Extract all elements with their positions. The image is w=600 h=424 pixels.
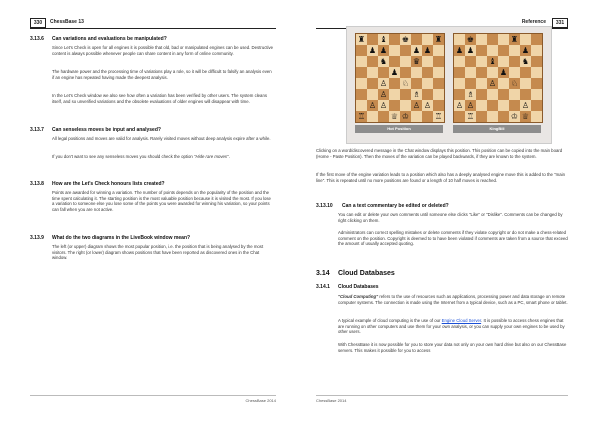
board-square: ♙ [379, 101, 388, 110]
board-square [367, 56, 378, 67]
board-square [378, 111, 389, 122]
board-square [356, 45, 367, 56]
section-heading-3-13-9: 3.13.9 What do the two diagrams in the LiveBook window mean? [30, 235, 191, 241]
board-square [433, 67, 444, 78]
board-square [531, 34, 542, 45]
board-square [531, 111, 542, 122]
paragraph: All legal positions and moves are valid for analysis. Rarely visited moves without deep analysis expire after a while. [52, 136, 271, 141]
board-square [378, 67, 389, 78]
board-square: ♖ [466, 112, 475, 121]
board-square: ♙ [488, 79, 497, 88]
board-square [465, 78, 476, 89]
right-page-number: 331 [552, 18, 568, 28]
board-square: ♔ [510, 112, 519, 121]
board-square: ♙ [423, 101, 432, 110]
board-square [520, 34, 531, 45]
board-square [400, 89, 411, 100]
board-square: ♘ [510, 79, 519, 88]
board-square: ♕ [390, 112, 399, 121]
board-square [498, 89, 509, 100]
board-square: ♔ [401, 112, 410, 121]
board-square [498, 45, 509, 56]
board-square [422, 78, 433, 89]
right-page [300, 0, 600, 424]
board-square [389, 89, 400, 100]
board-square [400, 56, 411, 67]
board-square: ♗ [412, 90, 421, 99]
chessboard-hot-position [355, 33, 445, 123]
board-square: ♟ [423, 46, 432, 55]
board-square: ♟ [412, 46, 421, 55]
board-square [367, 89, 378, 100]
board-square [422, 89, 433, 100]
board-square [433, 78, 444, 89]
board-square [509, 100, 520, 111]
board-square [411, 78, 422, 89]
board-square: ♟ [455, 46, 464, 55]
right-header-title: Reference [521, 19, 546, 25]
engine-cloud-server-link[interactable]: Engine Cloud Server [441, 318, 482, 323]
section-heading-3-13-8: 3.13.8 How are the Let's Check honours lists created? [30, 181, 165, 187]
board-square: ♜ [357, 35, 366, 44]
left-page-number: 330 [30, 18, 46, 28]
board-square [509, 45, 520, 56]
board-square [356, 67, 367, 78]
board-square [487, 100, 498, 111]
board-square: ♙ [379, 90, 388, 99]
board-square [531, 78, 542, 89]
board-square [400, 67, 411, 78]
board-square: ♟ [466, 46, 475, 55]
board-square [487, 111, 498, 122]
board-square [367, 67, 378, 78]
board-square [531, 89, 542, 100]
board-square: ♕ [521, 112, 530, 121]
left-page-footer: ChessBase 2014 [30, 395, 276, 404]
board-square [520, 78, 531, 89]
option-name: "Hide rare moves" [194, 154, 229, 159]
board-square [389, 78, 400, 89]
board-square: ♙ [455, 101, 464, 110]
livebook-diagrams-figure [346, 26, 552, 144]
board-square [367, 34, 378, 45]
left-page-header [30, 18, 276, 29]
board-square: ♙ [368, 101, 377, 110]
board-square: ♝ [379, 35, 388, 44]
board-square: ♛ [412, 57, 421, 66]
board-square: ♝ [488, 57, 497, 66]
paragraph: The left (or upper) diagram shows the most popular position, i.e. the position that is being analysed by the most visitors. The right (or lower) diagram shows positions that have been reported as discovered ones in the Chat window. [52, 244, 264, 261]
board-square [433, 100, 444, 111]
board-square [389, 100, 400, 111]
paragraph: You can edit or delete your own comments until someone else clicks "Like" or "Dislike". Comments can be changed by right clicking on them. [338, 212, 563, 223]
board-square [367, 78, 378, 89]
board-square [389, 34, 400, 45]
chapter-heading-3-14: 3.14 Cloud Databases [316, 270, 395, 277]
board-square: ♖ [357, 112, 366, 121]
section-heading-3-13-6: 3.13.6 Can variations and evaluations be manipulated? [30, 36, 167, 42]
paragraph: In the Let's Check window we also see how often a variation has been verified by other users. The system cleans itself, and so unverified variations and the obsolete evaluations of older engines will disappear with time. [52, 93, 267, 104]
board-square [498, 100, 509, 111]
board-square [498, 111, 509, 122]
board-square [531, 45, 542, 56]
board-square [422, 111, 433, 122]
board-square: ♜ [510, 35, 519, 44]
board-square [531, 100, 542, 111]
board-square: ♙ [521, 101, 530, 110]
board-square [454, 89, 465, 100]
board-square [454, 34, 465, 45]
board-square [476, 67, 487, 78]
board-square [400, 100, 411, 111]
board-square [433, 45, 444, 56]
chessboard-kingbill [453, 33, 543, 123]
paragraph: Since Let's Check is open for all engines it is possible that old, bad or manipulated engines can be used. Destructive content is always possible whenever people can share content in any form of online community. [52, 45, 274, 56]
board-square: ♟ [521, 46, 530, 55]
diagram-caption-right: KingBill [453, 125, 541, 133]
board-square: ♙ [379, 79, 388, 88]
board-square [422, 67, 433, 78]
board-square [422, 56, 433, 67]
paragraph: A typical example of cloud computing is the use of our Engine Cloud Server. It is possible to access chess engines that are running on other computers and use them for your own analysis, or you can supply your own engines to be used by other users. [338, 318, 565, 335]
board-square [411, 34, 422, 45]
board-square [389, 56, 400, 67]
board-square [476, 89, 487, 100]
board-square [454, 111, 465, 122]
board-square [356, 100, 367, 111]
board-square: ♞ [379, 57, 388, 66]
board-square [465, 67, 476, 78]
board-square: ♟ [499, 68, 508, 77]
board-square [400, 45, 411, 56]
cloud-computing-term: "Cloud Computing" [338, 294, 379, 299]
board-square [476, 56, 487, 67]
board-square [411, 67, 422, 78]
board-square [389, 45, 400, 56]
board-square [476, 45, 487, 56]
board-square [422, 34, 433, 45]
board-square [454, 56, 465, 67]
board-square: ♙ [466, 101, 475, 110]
section-heading-3-13-10: 3.13.10 Can a text commentary be edited or deleted? [316, 203, 449, 209]
board-square [356, 56, 367, 67]
section-heading-3-14-1: 3.14.1 Cloud Databases [316, 284, 379, 290]
board-square [356, 78, 367, 89]
board-square [433, 89, 444, 100]
board-square [487, 67, 498, 78]
board-square [476, 100, 487, 111]
board-square: ♖ [434, 112, 443, 121]
board-square [476, 78, 487, 89]
board-square [498, 56, 509, 67]
board-square: ♙ [412, 101, 421, 110]
board-square [509, 56, 520, 67]
paragraph: Points are awarded for winning a variation. The number of points depends on the popularity of the position and the time spent calculating it. The starting position is the most valuable position because it is visited the most. If you lose a variation to someone else you lose some of the points you were awarded for winning his variation, so your points can fall when you are not active. [52, 190, 271, 212]
paragraph: The hardware power and the processing time of variations play a role, so it will be difficult to falsify an analysis even if an engine has repeated having made the deepest analysis. [52, 69, 272, 80]
diagram-caption-left: Hot Position [355, 125, 443, 133]
board-square: ♜ [434, 35, 443, 44]
board-square [476, 111, 487, 122]
board-square [356, 89, 367, 100]
paragraph: If you don't want to see any senseless moves you should check the option "Hide rare moves". [52, 154, 230, 159]
paragraph: Administrators can correct spelling mistakes or delete comments if they violate copyright or do not make a chess-related comment on the position. Copyright is deemed to to have been violated if comments are taken from a source that exceed the amount of usually accepted quoting. [338, 230, 568, 247]
board-square [498, 34, 509, 45]
board-square [498, 78, 509, 89]
board-square [520, 89, 531, 100]
board-square [433, 56, 444, 67]
board-square [487, 89, 498, 100]
section-heading-3-13-7: 3.13.7 Can senseless moves be input and analysed? [30, 127, 161, 133]
board-square [520, 67, 531, 78]
board-square: ♚ [401, 35, 410, 44]
board-square [411, 111, 422, 122]
board-square: ♟ [379, 46, 388, 55]
board-square [454, 67, 465, 78]
right-page-footer: ChessBase 2014 [316, 395, 568, 404]
board-square: ♚ [466, 35, 475, 44]
board-square [487, 45, 498, 56]
paragraph: With ChessBase it is now possible for you to store your data not only on your own hard drive but also on our ChessBase servers. This makes it possible for you to access [338, 342, 567, 353]
board-square: ♞ [521, 57, 530, 66]
board-square [509, 67, 520, 78]
board-square: ♟ [368, 46, 377, 55]
board-square: ♗ [466, 90, 475, 99]
board-square [454, 78, 465, 89]
board-square [465, 56, 476, 67]
board-square [509, 89, 520, 100]
paragraph: Clicking on a word/discovered message in the Chat window displays this position. This position can be copied into the main board (Home - Paste Position). Then the moves of the variation can be played backwards, if they are known to the system. [316, 148, 563, 159]
board-square [367, 111, 378, 122]
board-square [487, 34, 498, 45]
board-square: ♟ [390, 68, 399, 77]
paragraph: "Cloud Computing" refers to the use of resources such as applications, processing power and data storage on remote computer systems. The connection is made using the Internet from a typical device, such as a PC, smart phone or tablet. [338, 294, 568, 305]
board-square [531, 56, 542, 67]
board-square [476, 34, 487, 45]
board-square: ♘ [401, 79, 410, 88]
left-header-title: ChessBase 13 [50, 19, 84, 25]
board-square [531, 67, 542, 78]
paragraph: If the first move of the engine variation leads to a position which also has a deeply analysed engine move this is added to the "main line". This is repeated until no more positions are found or a length of 10 half moves is reached. [316, 172, 565, 183]
